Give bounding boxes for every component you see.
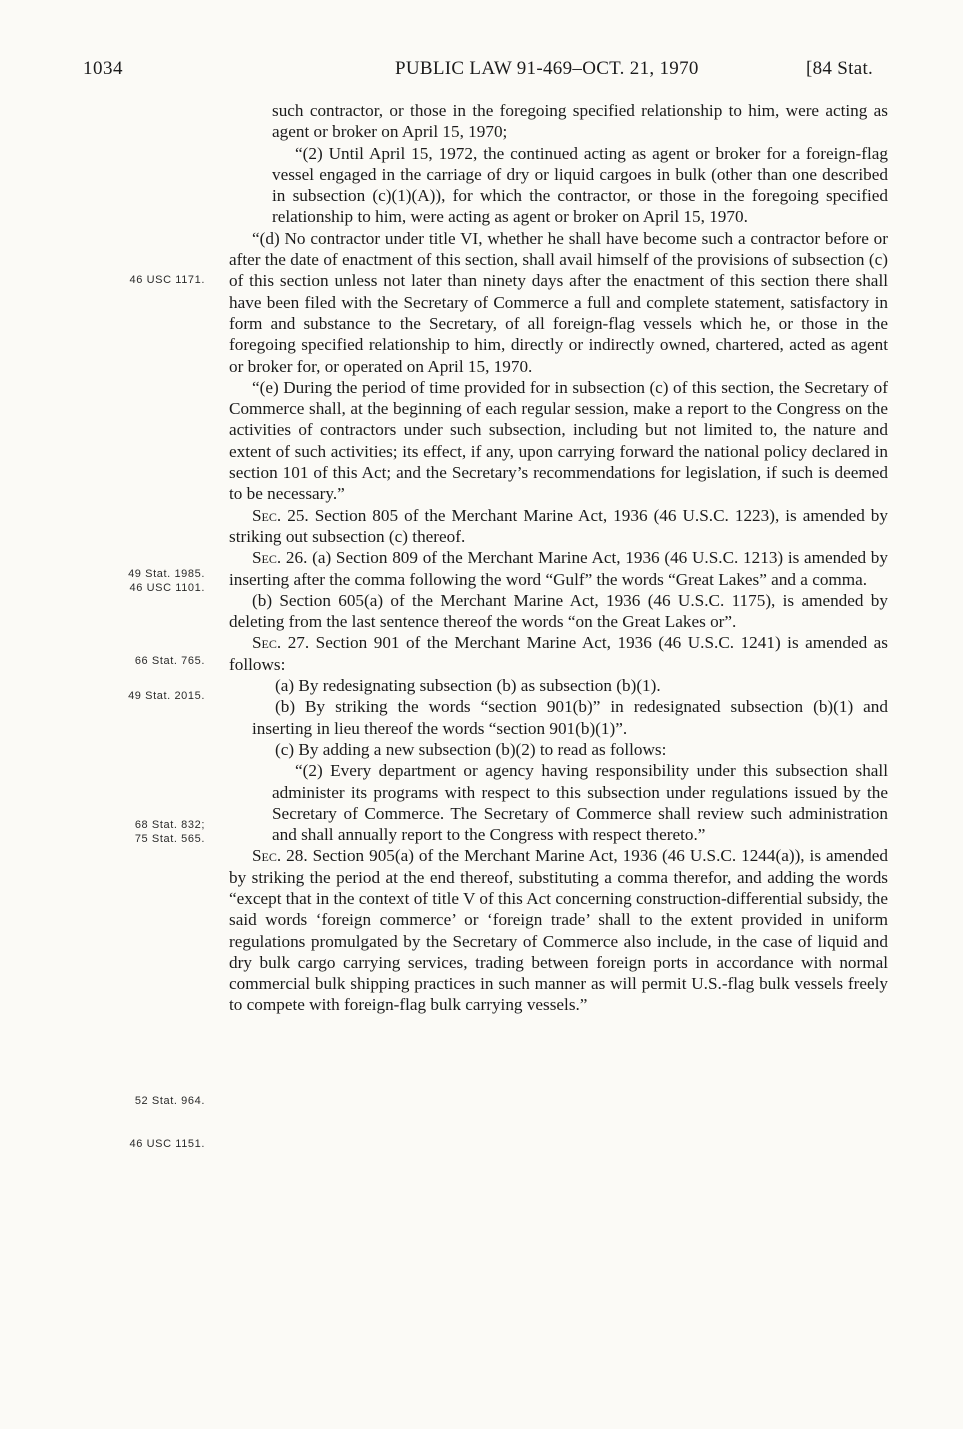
statute-reference: [84 Stat. bbox=[806, 58, 874, 79]
section-label: Sec. bbox=[252, 633, 282, 653]
paragraph-text: 28. Section 905(a) of the Merchant Marine Act, 1936 (46 U.S.C. 1244(a)), is amended by striking the period at the end thereof, substituting a comma therefor, and adding the words “except that in the context of title V of this Act concerning construction-differential subsidy, the said words ‘foreign commerce’ or ‘foreign trade’ shall to the extent provided in uniform regulations promulgated by the Secretary of Commerce also include, in the case of liquid and dry bulk cargo carrying services, trading between foreign ports in accordance with normal commercial bulk shipping practices in such manner as will permit U.S.-flag bulk vessels freely to compete with foreign-flag bulk carrying vessels.” bbox=[229, 846, 888, 1015]
margin-citation: 49 Stat. 1985. bbox=[128, 568, 205, 580]
margin-citation: 52 Stat. 964. bbox=[134, 1095, 205, 1107]
paragraph: “(2) Until April 15, 1972, the continued acting as agent or broker for a foreign-flag vessel engaged in the carriage of dry or liquid cargoes in bulk (other than one described in subsection (c)(1)(A)), for which the contractor, or those in the foregoing specified relationship to him, were acting as agent or broker on April 15, 1970. bbox=[272, 143, 888, 227]
page-number: 1034 bbox=[83, 58, 123, 79]
margin-citation: 66 Stat. 765. bbox=[134, 655, 205, 667]
page-body bbox=[229, 100, 888, 1016]
paragraph: (b) Section 605(a) of the Merchant Marine Act, 1936 (46 U.S.C. 1175), is amended by deleting from the last sentence thereof the words “on the Great Lakes or”. bbox=[229, 590, 888, 632]
section-paragraph bbox=[229, 632, 888, 675]
paragraph-text: 27. Section 901 of the Merchant Marine Act, 1936 (46 U.S.C. 1241) is amended as follows: bbox=[229, 633, 888, 674]
paragraph: “(d) No contractor under title VI, whether he shall have become such a contractor before or after the date of enactment of this section, shall avail himself of the provisions of subsection (c) of this section unless not later than ninety days after the enactment of this section there shall have been filed with the Secretary of Commerce a full and complete statement, satisfactory in form and substance to the Secretary, of all foreign-flag vessels which he, or those in the foregoing specified relationship to him, directly or indirectly owned, chartered, acted as agent or broker for, or operated on April 15, 1970. bbox=[229, 228, 888, 376]
margin-citation: 46 USC 1151. bbox=[129, 1138, 205, 1150]
paragraph: “(2) Every department or agency having responsibility under this subsection shall administer its programs with respect to this subsection under regulations issued by the Secretary of Commerce. The Secretary of Commerce shall review such administration and shall annually report to the Congress with respect thereto.” bbox=[272, 761, 888, 845]
paragraph: such contractor, or those in the foregoing specified relationship to him, were acting as agent or broker on April 15, 1970; bbox=[272, 101, 888, 142]
paragraph: “(e) During the period of time provided for in subsection (c) of this section, the Secretary of Commerce shall, at the beginning of each regular session, make a report to the Congress on the activities of contractors under such subsection, including but not limited to, the nature and extent of such activities; its effect, if any, upon carrying forward the national policy declared in section 101 of this Act; and the Secretary’s recommendations for legislation, if such is deemed to be necessary.” bbox=[229, 377, 888, 504]
margin-citation: 46 USC 1101. bbox=[129, 582, 205, 594]
section-paragraph bbox=[229, 505, 888, 548]
section-label: Sec. bbox=[252, 505, 282, 525]
section-label: Sec. bbox=[252, 548, 282, 568]
section-label: Sec. bbox=[252, 846, 282, 866]
margin-citation: 68 Stat. 832; bbox=[134, 819, 205, 831]
margin-citation: 75 Stat. 565. bbox=[134, 833, 205, 845]
paragraph: (b) By striking the words “section 901(b)” in redesignated subsection (b)(1) and inserting in lieu thereof the words “section 901(b)(1)”. bbox=[252, 697, 888, 738]
paragraph-text: 26. (a) Section 809 of the Merchant Marine Act, 1936 (46 U.S.C. 1213) is amended by inserting after the comma following the word “Gulf” the words “Great Lakes” and a comma. bbox=[229, 548, 888, 589]
page-title: PUBLIC LAW 91-469–OCT. 21, 1970 bbox=[395, 58, 699, 79]
paragraph: (c) By adding a new subsection (b)(2) to read as follows: bbox=[275, 739, 667, 759]
section-paragraph bbox=[229, 547, 888, 590]
margin-citation: 49 Stat. 2015. bbox=[128, 690, 205, 702]
page-header bbox=[0, 58, 963, 84]
section-paragraph bbox=[229, 845, 888, 1015]
paragraph-text: 25. Section 805 of the Merchant Marine Act, 1936 (46 U.S.C. 1223), is amended by striking out subsection (c) thereof. bbox=[229, 505, 888, 546]
paragraph: (a) By redesignating subsection (b) as subsection (b)(1). bbox=[275, 676, 661, 696]
margin-citation: 46 USC 1171. bbox=[129, 274, 205, 286]
